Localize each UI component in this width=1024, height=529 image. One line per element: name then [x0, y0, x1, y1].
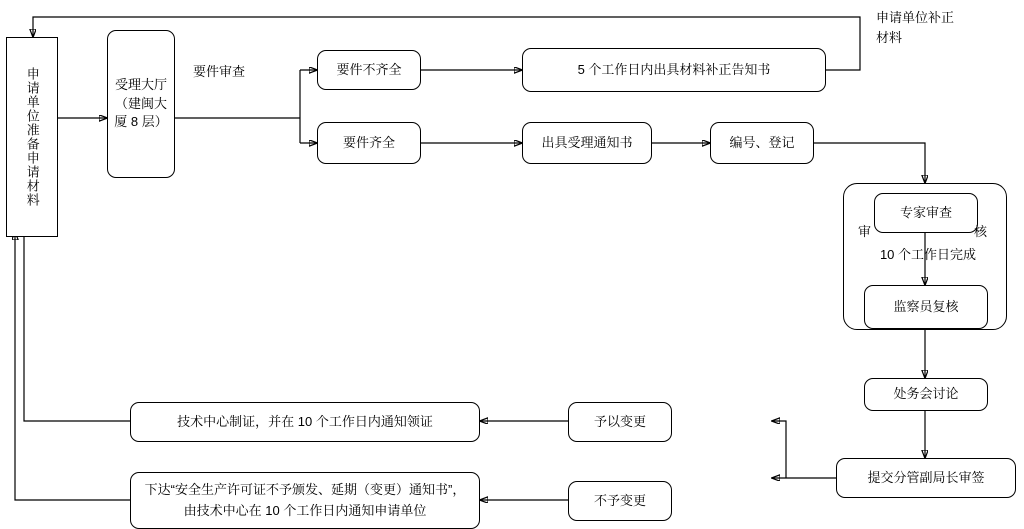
label-applicant-supplement: 申请单位补正材料 [876, 10, 955, 45]
label-review-right: 核 [974, 224, 988, 239]
node-tech-center-reject: 下达“安全生产许可证不予颁发、延期（变更）通知书”，由技术中心在 10 个工作日内通知申请单位 [130, 472, 480, 529]
node-office-meeting: 处务会讨论 [864, 378, 988, 411]
label-review-left: 审 [858, 224, 872, 239]
node-reject-change: 不予变更 [568, 481, 672, 521]
node-incomplete: 要件不齐全 [317, 50, 421, 90]
node-expert-review: 专家审查 [874, 193, 978, 233]
node-inspector-recheck: 监察员复核 [864, 285, 988, 329]
node-number-register: 编号、登记 [710, 122, 814, 164]
node-accept-notice: 出具受理通知书 [522, 122, 652, 164]
node-prepare: 申请单位准备申请材料 [6, 37, 58, 237]
node-supplement-notice: 5 个工作日内出具材料补正告知书 [522, 48, 826, 92]
node-tech-center-issue: 技术中心制证，并在 10 个工作日内通知领证 [130, 402, 480, 442]
node-approve-change: 予以变更 [568, 402, 672, 442]
label-requirement-review: 要件审查 [193, 64, 246, 79]
node-hall: 受理大厅（建闽大厦 8 层） [107, 30, 175, 178]
label-review-days: 10 个工作日完成 [879, 247, 977, 262]
node-complete: 要件齐全 [317, 122, 421, 164]
node-submit-deputy: 提交分管副局长审签 [836, 458, 1016, 498]
